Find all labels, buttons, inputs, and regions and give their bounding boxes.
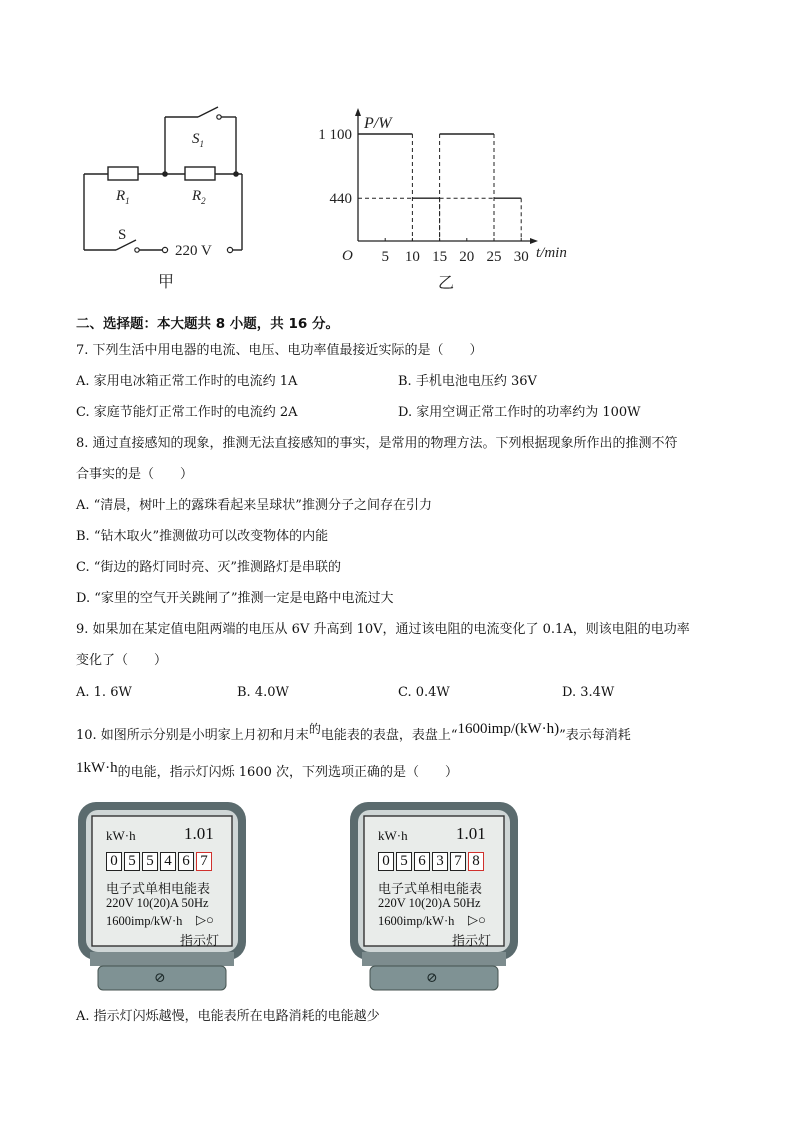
x-tick-label: 15 bbox=[432, 249, 448, 265]
meter-end-label-1: 电子式单相电能表 bbox=[378, 882, 483, 897]
circuit-diagram bbox=[70, 100, 270, 300]
x-tick-label: 25 bbox=[486, 249, 502, 265]
q10-stem-part1: 10. 如图所示分别是小明家上月初和月末 bbox=[76, 728, 309, 743]
indicator-light-icon: ▷○ bbox=[468, 912, 486, 927]
meter-start-digit: 4 bbox=[160, 852, 176, 871]
meter-start-digit: 0 bbox=[106, 852, 122, 871]
meter-end-version: 1.01 bbox=[456, 824, 486, 843]
q9-stem-line1: 9. 如果加在某定值电阻两端的电压从 6V 升高到 10V，通过该电阻的电流变化了 0.1A，则该电阻的电功率 bbox=[76, 622, 690, 637]
x-tick-label: 5 bbox=[381, 249, 389, 265]
screw-icon: ⊘ bbox=[426, 970, 438, 986]
q10-stem-part3: ”表示每消耗 bbox=[559, 728, 631, 743]
meter-start-label-3: 1600imp/kW·h bbox=[106, 914, 183, 928]
q9-option-a: A. 1. 6W bbox=[76, 685, 132, 700]
meter-end-label-2: 220V 10(20)A 50Hz bbox=[378, 896, 481, 910]
q10-stem-line2 bbox=[76, 760, 459, 782]
y-tick-label: 1 100 bbox=[318, 127, 352, 143]
y-axis-arrow bbox=[355, 108, 361, 116]
x-tick-label: 10 bbox=[404, 249, 420, 265]
meter-end-digit: 6 bbox=[414, 852, 430, 871]
meter-start-digits bbox=[106, 852, 214, 871]
meter-end-digits bbox=[378, 852, 486, 871]
q8-stem-line1: 8. 通过直接感知的现象，推测无法直接感知的事实，是常用的物理方法。下列根据现象所作出的推测不符 bbox=[76, 436, 678, 451]
meter-start-indicator-label: 指示灯 bbox=[180, 934, 220, 949]
meter-start-label-1: 电子式单相电能表 bbox=[106, 882, 211, 897]
q10-stem-de: 的 bbox=[308, 722, 321, 736]
q7-option-d: D. 家用空调正常工作时的功率约为 100W bbox=[398, 405, 641, 420]
meter-start-digit: 5 bbox=[124, 852, 140, 871]
meter-start-digit: 7 bbox=[196, 852, 212, 871]
origin-label: O bbox=[342, 248, 353, 264]
q8-option-b: B. “钻木取火”推测做功可以改变物体的内能 bbox=[76, 529, 329, 544]
voltage-label: 220 V bbox=[175, 243, 212, 259]
q10-stem-part2: 电能表的表盘，表盘上“ bbox=[320, 728, 458, 743]
chart-caption: 乙 bbox=[438, 275, 455, 292]
meter-start-unit: kW·h bbox=[106, 828, 136, 843]
meter-end-digit: 3 bbox=[432, 852, 448, 871]
indicator-light-icon: ▷○ bbox=[196, 912, 214, 927]
y-tick-label: 440 bbox=[329, 191, 352, 208]
x-tick-label: 30 bbox=[513, 249, 529, 265]
q9-option-d: D. 3.4W bbox=[562, 685, 615, 700]
q8-stem-line2: 合事实的是（ ） bbox=[76, 467, 194, 482]
q9-option-c: C. 0.4W bbox=[398, 685, 450, 700]
q9-option-b: B. 4.0W bbox=[237, 685, 289, 700]
switch-s1-label: $S_1$ bbox=[192, 131, 204, 149]
switch-s-label: S bbox=[118, 227, 127, 243]
q10-formula: 1600imp/(kW·h) bbox=[457, 721, 560, 737]
x-tick-label: 20 bbox=[459, 249, 475, 265]
q8-option-d: D. “家里的空气开关跳闸了”推测一定是电路中电流过大 bbox=[76, 591, 394, 606]
meter-start-digit: 5 bbox=[142, 852, 158, 871]
meter-end-digit: 0 bbox=[378, 852, 394, 871]
meter-start-version: 1.01 bbox=[184, 824, 214, 843]
section-heading: 二、选择题：本大题共 8 小题，共 16 分。 bbox=[76, 316, 339, 332]
q7-option-c: C. 家庭节能灯正常工作时的电流约 2A bbox=[76, 405, 298, 420]
y-axis-label: P/W bbox=[364, 115, 392, 132]
power-time-chart bbox=[300, 100, 590, 300]
resistor-r2-label: $R_2$ bbox=[192, 188, 206, 206]
meter-end-label-3: 1600imp/kW·h bbox=[378, 914, 455, 928]
q10-stem-line1 bbox=[76, 721, 631, 745]
energy-meter-start bbox=[76, 800, 248, 992]
resistor-r1-label: $R_1$ bbox=[116, 188, 130, 206]
q7-option-b: B. 手机电池电压约 36V bbox=[398, 374, 537, 389]
q10-unit: 1kW·h bbox=[76, 760, 118, 776]
screw-icon: ⊘ bbox=[154, 970, 166, 986]
energy-meter-end bbox=[348, 800, 520, 992]
x-axis-label: t/min bbox=[536, 245, 567, 261]
meter-end-digit: 5 bbox=[396, 852, 412, 871]
q10-stem-part4: 的电能，指示灯闪烁 1600 次，下列选项正确的是（ ） bbox=[117, 765, 459, 780]
meter-start-digit: 6 bbox=[178, 852, 194, 871]
q7-stem: 7. 下列生活中用电器的电流、电压、电功率值最接近实际的是（ ） bbox=[76, 343, 483, 358]
x-axis-arrow bbox=[530, 238, 538, 244]
q8-option-a: A. “清晨，树叶上的露珠看起来呈球状”推测分子之间存在引力 bbox=[76, 498, 432, 513]
q9-stem-line2: 变化了（ ） bbox=[76, 653, 168, 668]
meter-end-digit: 8 bbox=[468, 852, 484, 871]
q10-option-a: A. 指示灯闪烁越慢，电能表所在电路消耗的电能越少 bbox=[76, 1009, 380, 1024]
meter-end-indicator-label: 指示灯 bbox=[452, 934, 492, 949]
meter-start-label-2: 220V 10(20)A 50Hz bbox=[106, 896, 209, 910]
meter-end-unit: kW·h bbox=[378, 828, 408, 843]
q8-option-c: C. “街边的路灯同时亮、灭”推测路灯是串联的 bbox=[76, 560, 342, 575]
meter-end-digit: 7 bbox=[450, 852, 466, 871]
q7-option-a: A. 家用电冰箱正常工作时的电流约 1A bbox=[76, 374, 298, 389]
circuit-caption: 甲 bbox=[158, 274, 175, 291]
